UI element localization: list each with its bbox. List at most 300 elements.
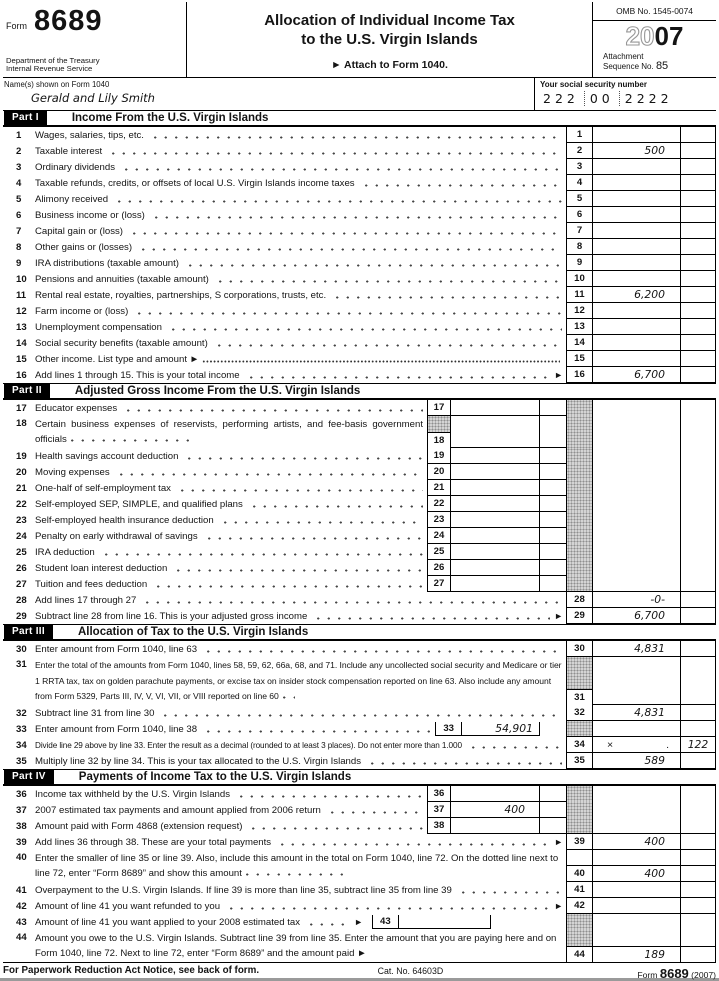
outer-amount-area [592, 416, 680, 448]
dot-leader [114, 464, 423, 480]
empty-cell [593, 930, 680, 947]
outer-amount-area [592, 721, 680, 737]
form-line-26 [3, 560, 716, 576]
line-7-label: Capital gain or (loss) [35, 225, 123, 237]
line-14-label: Social security benefits (taxable amount) [35, 337, 208, 349]
line-8-cents-field[interactable] [680, 239, 716, 255]
line-12-label: Farm income or (loss) [35, 305, 129, 317]
line-28-number: 28 [16, 594, 27, 606]
line-3-amount-field[interactable] [592, 159, 680, 175]
line-25-amount-field[interactable] [451, 544, 539, 560]
line-36-cents-field[interactable] [539, 786, 566, 802]
line-28-box-number: 28 [566, 592, 592, 608]
line-22-amount-field[interactable] [451, 496, 539, 512]
form-title: Allocation of Individual Income Tax to the U.S. Virgin Islands [264, 12, 515, 48]
line-14-amount-field[interactable] [592, 335, 680, 351]
form-line-10 [3, 271, 716, 287]
line-21-number: 21 [16, 482, 27, 494]
line-2-amount-field[interactable]: 500 [592, 143, 680, 159]
form-header [3, 2, 716, 78]
line-41-number: 41 [16, 884, 27, 896]
line-1-label: Wages, salaries, tips, etc. [35, 129, 144, 141]
line-42-box-number: 42 [566, 898, 592, 914]
line-6-number: 6 [16, 209, 22, 221]
outer-cents-area [680, 576, 716, 592]
line-13-label: Unemployment compensation [35, 321, 162, 333]
line-40-amount-field[interactable]: 400 [644, 867, 665, 880]
dot-leader [325, 802, 423, 818]
dot-leader [132, 303, 562, 319]
line-35-label: Multiply line 32 by line 34. This is your tax allocated to the U.S. Virgin Islands [35, 755, 361, 767]
line-25-cents-field[interactable] [539, 544, 566, 560]
line-32-cents-field[interactable] [680, 705, 716, 721]
line-16-box-number: 16 [566, 367, 592, 383]
line-32-label: Subtract line 31 from line 30 [35, 707, 155, 719]
dot-leader [456, 882, 562, 898]
line-11-box-number: 11 [566, 287, 592, 303]
dot-leader [175, 480, 423, 496]
agency-name: Department of the Treasury Internal Revenue Service [6, 55, 100, 74]
line-38-label: Amount paid with Form 4868 (extension request) [35, 820, 243, 832]
line-27-amount-field[interactable] [451, 576, 539, 592]
line-22-box-number: 22 [427, 496, 451, 512]
line-38-box-number: 38 [427, 818, 451, 834]
line-25-box-number: 25 [427, 544, 451, 560]
line-42-amount-field[interactable] [592, 898, 680, 914]
line-5-amount-field[interactable] [592, 191, 680, 207]
dot-leader [136, 239, 562, 255]
part3-header [3, 624, 716, 641]
form-line-27 [3, 576, 716, 592]
line-29-amount-field[interactable]: 6,700 [592, 608, 680, 624]
taxpayer-name-field[interactable]: Gerald and Lily Smith [31, 91, 155, 105]
omb-number: OMB No. 1545-0074 [593, 2, 716, 21]
line-27-label: Tuition and fees deduction [35, 578, 148, 590]
line-8-amount-field[interactable] [592, 239, 680, 255]
line-26-number: 26 [16, 562, 27, 574]
line-23-cents-field[interactable] [539, 512, 566, 528]
dot-leader [166, 319, 562, 335]
dot-leader [304, 914, 350, 930]
line-44-amount-field[interactable]: 189 [644, 948, 665, 961]
line-24-number: 24 [16, 530, 27, 542]
shaded-column [566, 914, 592, 930]
form-header-center [186, 2, 593, 77]
line-9-box-number: 9 [566, 255, 592, 271]
empty-cell [681, 930, 715, 947]
line-21-amount-field[interactable] [451, 480, 539, 496]
line-41-amount-field[interactable] [592, 882, 680, 898]
dot-leader [99, 544, 423, 560]
line-38-cents-field[interactable] [539, 818, 566, 834]
outer-cents-area [680, 721, 716, 737]
line-36-amount-field[interactable] [451, 786, 539, 802]
outer-cents-area [680, 496, 716, 512]
line-40-box-number: 40 [574, 868, 585, 879]
catalog-number: Cat. No. 64603D [377, 966, 444, 976]
line-14-box-number: 14 [566, 335, 592, 351]
form-line-28 [3, 592, 716, 608]
line-29-number: 29 [16, 610, 27, 622]
line-14-cents-field[interactable] [680, 335, 716, 351]
line-19-box-number: 19 [427, 448, 451, 464]
form-line-14 [3, 335, 716, 351]
dot-leader [149, 207, 562, 223]
dot-leader [275, 834, 550, 850]
shaded-column [566, 512, 592, 528]
line-17-amount-field[interactable] [451, 400, 539, 416]
line-20-amount-field[interactable] [451, 464, 539, 480]
line-40-number: 40 [16, 852, 27, 863]
line-2-label: Taxable interest [35, 145, 103, 157]
form-line-39 [3, 834, 716, 850]
line-40-label: Enter the smaller of line 35 or line 39. Also, include this amount in the total on Form 1040, line 72. On the dotted line next to line 72, enter “Form 8689” and show this amount [35, 853, 559, 880]
line-22-number: 22 [16, 498, 27, 510]
line-7-amount-field[interactable] [592, 223, 680, 239]
tax-year: 2007 [625, 21, 684, 51]
line-26-cents-field[interactable] [539, 560, 566, 576]
line-12-amount-field[interactable] [592, 303, 680, 319]
form-line-36 [3, 786, 716, 802]
line-35-amount-field[interactable]: 589 [592, 753, 680, 769]
line-1-amount-field[interactable] [592, 127, 680, 143]
line-22-cents-field[interactable] [539, 496, 566, 512]
outer-cents-area [680, 528, 716, 544]
part4-title: Payments of Income Tax to the U.S. Virgin Islands [78, 771, 352, 783]
line-4-label: Taxable refunds, credits, or offsets of local U.S. Virgin Islands income taxes [35, 177, 355, 189]
dot-leader [244, 367, 550, 383]
line-14-number: 14 [16, 337, 27, 349]
line-23-number: 23 [16, 514, 27, 526]
dot-leader [151, 576, 423, 592]
line-1-number: 1 [16, 129, 22, 141]
goto-arrow-icon: ► [554, 370, 563, 380]
line-9-cents-field[interactable] [680, 255, 716, 271]
line-44-number: 44 [16, 932, 27, 943]
dotted-fill-line[interactable] [202, 351, 560, 367]
line-39-amount-field[interactable]: 400 [592, 834, 680, 850]
shaded-column [566, 818, 592, 834]
line-37-amount-field[interactable]: 400 [451, 802, 539, 818]
line-3-box-number: 3 [566, 159, 592, 175]
line-38-amount-field[interactable] [451, 818, 539, 834]
line-30-number: 30 [16, 643, 27, 655]
line-21-box-number: 21 [427, 480, 451, 496]
form-line-6 [3, 207, 716, 223]
empty-cell [593, 850, 680, 866]
line-2-number: 2 [16, 145, 22, 157]
line-28-amount-field[interactable]: -0- [592, 592, 680, 608]
line-28-label: Add lines 17 through 27 [35, 594, 137, 606]
line-27-number: 27 [16, 578, 27, 590]
line-29-cents-field[interactable] [680, 608, 716, 624]
line-26-label: Student loan interest deduction [35, 562, 168, 574]
outer-cents-area [680, 786, 716, 802]
line-23-box-number: 23 [427, 512, 451, 528]
outer-amount-area [592, 496, 680, 512]
form-line-15 [3, 351, 716, 367]
line-5-cents-field[interactable] [680, 191, 716, 207]
goto-arrow-icon: ► [554, 837, 563, 847]
line-33-label: Enter amount from Form 1040, line 38 [35, 723, 198, 735]
line-31-cents-field[interactable] [680, 657, 716, 705]
line-3-cents-field[interactable] [680, 159, 716, 175]
form-line-30 [3, 641, 716, 657]
dot-leader [140, 592, 562, 608]
line-4-amount-field[interactable] [592, 175, 680, 191]
line-28-cents-field[interactable] [680, 592, 716, 608]
dot-leader [201, 641, 562, 657]
line-18-cents-field[interactable] [539, 416, 566, 448]
form-line-34 [3, 737, 716, 753]
outer-cents-area [680, 560, 716, 576]
line-30-box-number: 30 [566, 641, 592, 657]
line-30-label: Enter amount from Form 1040, line 63 [35, 643, 198, 655]
form-line-24 [3, 528, 716, 544]
dot-leader [359, 175, 562, 191]
form-word: Form [6, 21, 27, 31]
outer-amount-area [592, 802, 680, 818]
line-12-number: 12 [16, 305, 27, 317]
dot-leader [158, 705, 562, 721]
line-11-cents-field[interactable] [680, 287, 716, 303]
line-37-label: 2007 estimated tax payments and amount applied from 2006 return [35, 804, 321, 816]
line-10-cents-field[interactable] [680, 271, 716, 287]
line-24-label: Penalty on early withdrawal of savings [35, 530, 198, 542]
line-18-label: Certain business expenses of reservists, performing artists, and fee-basis government officials [35, 419, 423, 446]
line-41-box-number: 41 [566, 882, 592, 898]
shaded-column [566, 802, 592, 818]
line-20-label: Moving expenses [35, 466, 110, 478]
line-16-cents-field[interactable] [680, 367, 716, 383]
line-43-amount-field[interactable] [399, 915, 491, 928]
dot-leader [218, 512, 423, 528]
dot-leader [213, 271, 562, 287]
dot-leader [242, 868, 348, 876]
line-40-cents-field [681, 866, 715, 881]
dot-leader [148, 127, 562, 143]
line-38-number: 38 [16, 820, 27, 832]
line-34-cents-field[interactable]: 122 [680, 737, 716, 753]
line-20-number: 20 [16, 466, 27, 478]
dot-leader [279, 691, 295, 699]
shaded-column [566, 480, 592, 496]
shaded-column [566, 544, 592, 560]
line-23-amount-field[interactable] [451, 512, 539, 528]
outer-cents-area [680, 802, 716, 818]
line-37-cents-field[interactable] [539, 802, 566, 818]
line-2-cents-field[interactable] [680, 143, 716, 159]
line-32-amount-field[interactable]: 4,831 [592, 705, 680, 721]
dot-leader [106, 143, 562, 159]
line-42-number: 42 [16, 900, 27, 912]
form-line-22 [3, 496, 716, 512]
line-44-box-number: 44 [574, 949, 585, 960]
dot-leader [202, 528, 423, 544]
line-44-cents-column[interactable] [680, 930, 716, 962]
line-44-amount-column[interactable] [592, 930, 680, 962]
shaded-column [566, 416, 592, 448]
line-21-cents-field[interactable] [539, 480, 566, 496]
line-30-amount-field[interactable]: 4,831 [592, 641, 680, 657]
dot-leader [201, 721, 431, 737]
line-40-number-column [566, 850, 592, 882]
line-40-cents-column[interactable] [680, 850, 716, 882]
line-33-number: 33 [16, 723, 27, 735]
line-20-box-number: 20 [427, 464, 451, 480]
form-line-1 [3, 127, 716, 143]
line-33-entry-box [435, 722, 540, 736]
line-6-cents-field[interactable] [680, 207, 716, 223]
line-42-cents-field[interactable] [680, 898, 716, 914]
shaded-column [566, 496, 592, 512]
line-23-label: Self-employed health insurance deduction [35, 514, 214, 526]
line-29-box-number: 29 [566, 608, 592, 624]
part4-header [3, 769, 716, 786]
line-9-amount-field[interactable] [592, 255, 680, 271]
outer-amount-area [592, 544, 680, 560]
line-36-number: 36 [16, 788, 27, 800]
line-15-number: 15 [16, 353, 27, 365]
part1-badge: Part I [4, 110, 47, 126]
line-39-cents-field[interactable] [680, 834, 716, 850]
shaded-cell [567, 657, 592, 690]
line-21-label: One-half of self-employment tax [35, 482, 171, 494]
line-16-label: Add lines 1 through 15. This is your total income [35, 369, 240, 381]
form-line-31 [3, 657, 716, 705]
line-13-amount-field[interactable] [592, 319, 680, 335]
line-13-cents-field[interactable] [680, 319, 716, 335]
taxpayer-row [3, 78, 716, 110]
dot-leader [466, 737, 562, 753]
line-35-number: 35 [16, 755, 27, 767]
line-32-number: 32 [16, 707, 27, 719]
form-line-40 [3, 850, 716, 882]
line-17-cents-field[interactable] [539, 400, 566, 416]
line-15-amount-field[interactable] [592, 351, 680, 367]
outer-cents-area [680, 914, 716, 930]
form-line-7 [3, 223, 716, 239]
part1-header [3, 110, 716, 127]
line-24-amount-field[interactable] [451, 528, 539, 544]
line-15-cents-field[interactable] [680, 351, 716, 367]
shaded-column [566, 560, 592, 576]
dot-leader [311, 608, 550, 624]
line-24-cents-field[interactable] [539, 528, 566, 544]
goto-arrow-icon: ► [354, 917, 363, 927]
line-34-box-number: 34 [566, 737, 592, 753]
line-7-cents-field[interactable] [680, 223, 716, 239]
line-39-box-number: 39 [566, 834, 592, 850]
line-44-cents-field [681, 947, 715, 962]
line-31-amount-field[interactable] [592, 657, 680, 705]
line-34-label: Divide line 29 above by line 33. Enter the result as a decimal (rounded to at least 3 places). Do not enter more than 1.000 [35, 740, 462, 750]
line-19-number: 19 [16, 450, 27, 462]
dot-leader [119, 159, 562, 175]
line-11-amount-field[interactable]: 6,200 [592, 287, 680, 303]
form-line-12 [3, 303, 716, 319]
line-10-amount-field[interactable] [592, 271, 680, 287]
line-19-cents-field[interactable] [539, 448, 566, 464]
line-16-amount-field[interactable]: 6,700 [592, 367, 680, 383]
shaded-column [566, 528, 592, 544]
line-8-number: 8 [16, 241, 22, 253]
outer-amount-area [592, 818, 680, 834]
line-42-label: Amount of line 41 you want refunded to you [35, 900, 221, 912]
line-11-label: Rental real estate, royalties, partnerships, S corporations, trusts, etc. [35, 289, 327, 301]
line-6-amount-field[interactable] [592, 207, 680, 223]
line-33-amount-field[interactable]: 54,901 [462, 722, 540, 735]
form-line-19 [3, 448, 716, 464]
dot-leader [182, 448, 423, 464]
line-10-box-number: 10 [566, 271, 592, 287]
dot-leader [365, 753, 562, 769]
line-31-number: 31 [16, 659, 27, 670]
line-35-cents-field[interactable] [680, 753, 716, 769]
line-26-amount-field[interactable] [451, 560, 539, 576]
line-40-amount-column[interactable] [592, 850, 680, 882]
outer-cents-area [680, 480, 716, 496]
line-27-cents-field[interactable] [539, 576, 566, 592]
line-44-label: Amount you owe to the U.S. Virgin Islands. Subtract line 39 from line 35. Enter the amount that you are paying here and on Form 1040, line 72. Next to line 72, enter “Form 8689” and the amount paid ► [35, 933, 557, 960]
paperwork-notice: For Paperwork Reduction Act Notice, see back of form. [3, 965, 260, 976]
dot-leader [183, 255, 562, 271]
form-line-42 [3, 898, 716, 914]
ssn-field[interactable]: 222 00 2222 [543, 91, 673, 106]
line-1-box-number: 1 [566, 127, 592, 143]
line-41-cents-field[interactable] [680, 882, 716, 898]
outer-amount-area [592, 400, 680, 416]
line-3-number: 3 [16, 161, 22, 173]
shaded-column [566, 576, 592, 592]
line-12-cents-field[interactable] [680, 303, 716, 319]
line-19-amount-field[interactable] [451, 448, 539, 464]
part4-badge: Part IV [4, 769, 54, 785]
line-4-box-number: 4 [566, 175, 592, 191]
line-1-cents-field[interactable] [680, 127, 716, 143]
form-line-23 [3, 512, 716, 528]
form-line-38 [3, 818, 716, 834]
line-31-number-column [566, 657, 592, 705]
outer-cents-area [680, 416, 716, 448]
form-number: 8689 [34, 5, 103, 37]
empty-cell [567, 850, 592, 866]
form-line-25 [3, 544, 716, 560]
line-17-number: 17 [16, 402, 27, 414]
shaded-column [566, 400, 592, 416]
line-13-box-number: 13 [566, 319, 592, 335]
line-30-cents-field[interactable] [680, 641, 716, 657]
multiply-sign: × [607, 738, 614, 751]
line-18-amount-field[interactable] [451, 416, 539, 448]
outer-amount-area [592, 480, 680, 496]
form-footer [3, 962, 716, 981]
form-line-21 [3, 480, 716, 496]
form-line-44 [3, 930, 716, 962]
shaded-column [566, 464, 592, 480]
line-37-box-number: 37 [427, 802, 451, 818]
line-8-box-number: 8 [566, 239, 592, 255]
line-43-box-number: 43 [372, 915, 399, 928]
line-26-box-number: 26 [427, 560, 451, 576]
line-4-cents-field[interactable] [680, 175, 716, 191]
dot-leader [212, 335, 562, 351]
line-34-decimal-field[interactable] [592, 737, 680, 753]
outer-cents-area [680, 512, 716, 528]
line-11-number: 11 [16, 289, 27, 301]
line-17-label: Educator expenses [35, 402, 118, 414]
line-20-cents-field[interactable] [539, 464, 566, 480]
